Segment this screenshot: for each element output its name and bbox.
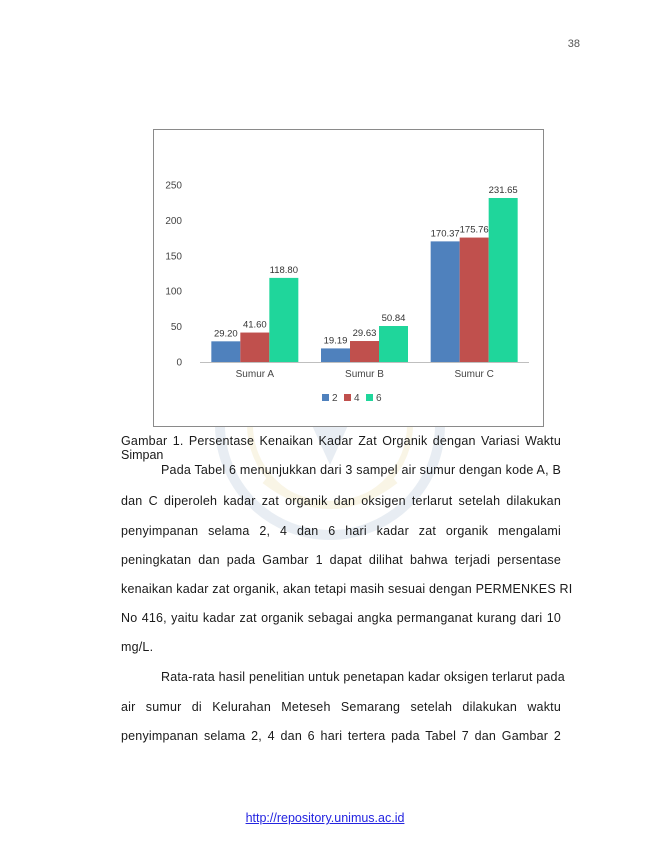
- y-tick-label: 0: [176, 357, 182, 369]
- y-tick-label: 50: [170, 322, 182, 334]
- bar: [431, 241, 460, 362]
- paragraph-line: Rata-rata hasil penelitian untuk penetapan kadar oksigen terlarut pada: [161, 670, 565, 684]
- legend-swatch: [344, 394, 351, 401]
- x-tick-label: Sumur B: [345, 369, 384, 380]
- legend-swatch: [322, 394, 329, 401]
- page-number: 38: [567, 38, 580, 50]
- data-label: 50.84: [381, 313, 406, 325]
- data-label: 41.60: [242, 319, 267, 331]
- paragraph-line: air sumur di Kelurahan Meteseh Semarang setelah dilakukan waktu: [121, 700, 561, 714]
- paragraph-line: dan C diperoleh kadar zat organik dan oksigen terlarut setelah dilakukan: [121, 494, 561, 508]
- bar: [211, 341, 240, 362]
- y-tick-label: 100: [165, 286, 182, 298]
- data-label: 19.19: [323, 335, 348, 347]
- data-label: 231.65: [488, 184, 518, 196]
- figure-caption-line1: Gambar 1. Persentase Kenaikan Kadar Zat Organik dengan Variasi Waktu: [121, 434, 561, 448]
- data-label: 170.37: [430, 228, 460, 240]
- legend-label: 4: [354, 393, 360, 404]
- paragraph-line: penyimpanan selama 2, 4 dan 6 hari tertera pada Tabel 7 dan Gambar 2: [121, 729, 561, 743]
- bar: [269, 278, 298, 362]
- x-tick-label: Sumur C: [454, 369, 494, 380]
- bar: [489, 198, 518, 362]
- data-label: 175.76: [459, 224, 489, 236]
- bar: [379, 326, 408, 362]
- chart-frame: [153, 129, 544, 427]
- figure-caption-line2: Simpan: [121, 448, 164, 462]
- x-tick-label: Sumur A: [235, 369, 275, 380]
- bar: [350, 341, 379, 362]
- paragraph-line: Pada Tabel 6 menunjukkan dari 3 sampel air sumur dengan kode A, B: [161, 463, 561, 477]
- data-label: 118.80: [269, 264, 299, 276]
- paragraph-line: peningkatan dan pada Gambar 1 dapat dilihat bahwa terjadi persentase: [121, 553, 561, 567]
- paragraph-line: No 416, yaitu kadar zat organik sebagai angka permanganat kurang dari 10: [121, 611, 561, 625]
- bar: [460, 238, 489, 362]
- bar: [321, 348, 350, 362]
- data-label: 29.63: [352, 328, 377, 340]
- y-tick-label: 200: [165, 215, 182, 227]
- paragraph-line: mg/L.: [121, 640, 154, 654]
- data-label: 29.20: [213, 328, 238, 340]
- y-tick-label: 250: [165, 180, 182, 192]
- bar-chart: [154, 130, 545, 428]
- y-tick-label: 150: [165, 251, 182, 263]
- paragraph-line: kenaikan kadar zat organik, akan tetapi masih sesuai dengan PERMENKES RI: [121, 582, 573, 596]
- paragraph-line: penyimpanan selama 2, 4 dan 6 hari kadar zat organik mengalami: [121, 524, 561, 538]
- legend-swatch: [366, 394, 373, 401]
- bar: [240, 333, 269, 362]
- legend-label: 2: [332, 393, 338, 404]
- repository-link[interactable]: http://repository.unimus.ac.id: [245, 811, 405, 825]
- legend-label: 6: [376, 393, 382, 404]
